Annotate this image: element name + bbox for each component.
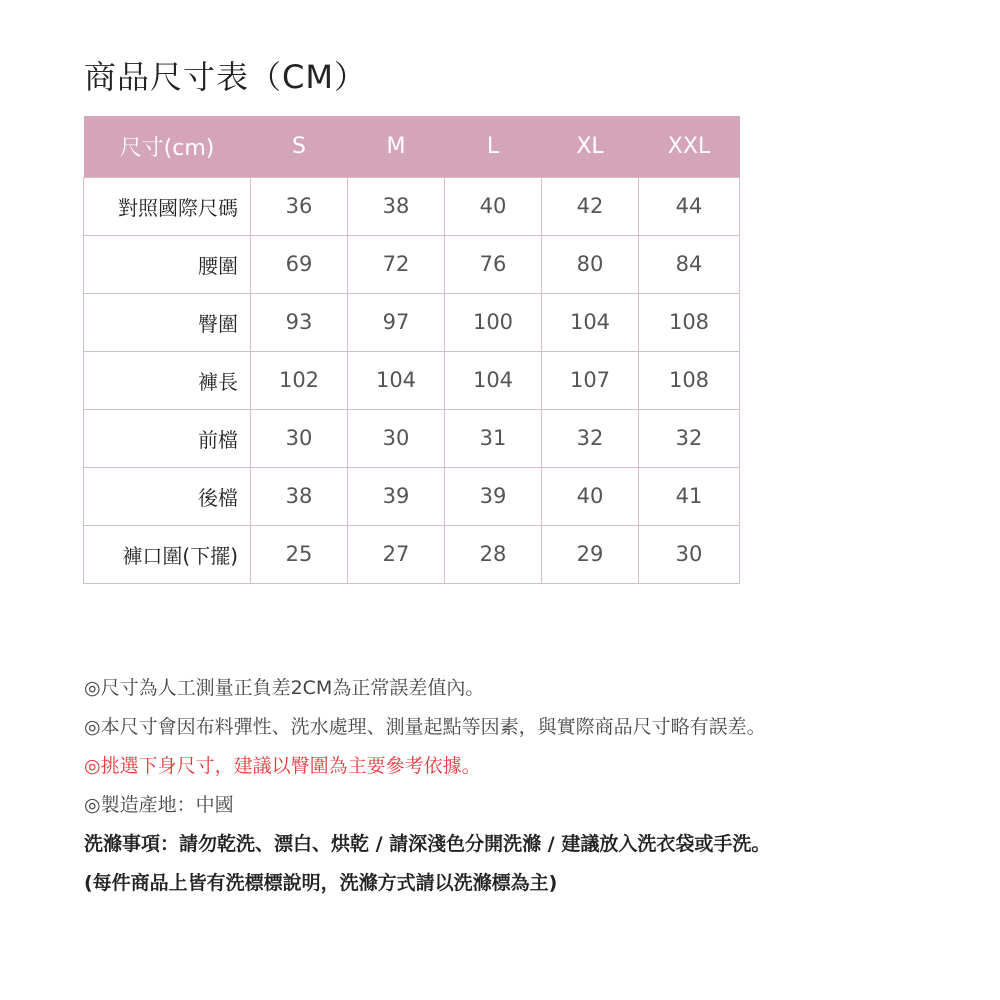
table-cell: 31 <box>445 409 542 467</box>
table-cell: 36 <box>251 177 348 235</box>
table-cell: 29 <box>542 525 639 583</box>
table-cell: 28 <box>445 525 542 583</box>
header-size-s: S <box>251 116 348 177</box>
table-cell: 102 <box>251 351 348 409</box>
table-cell: 104 <box>348 351 445 409</box>
header-size-l: L <box>445 116 542 177</box>
table-row <box>84 293 740 351</box>
table-row <box>84 525 740 583</box>
table-cell: 41 <box>639 467 740 525</box>
table-row <box>84 235 740 293</box>
note-care-instructions: 洗滌事項：請勿乾洗、漂白、烘乾 / 請深淺色分開洗滌 / 建議放入洗衣袋或手洗。 <box>84 833 771 855</box>
table-cell: 32 <box>542 409 639 467</box>
table-row <box>84 351 740 409</box>
table-cell: 93 <box>251 293 348 351</box>
table-cell: 30 <box>251 409 348 467</box>
note-care-label: (每件商品上皆有洗標標說明，洗滌方式請以洗滌標為主) <box>84 872 558 894</box>
table-cell: 44 <box>639 177 740 235</box>
table-cell: 30 <box>639 525 740 583</box>
table-cell: 69 <box>251 235 348 293</box>
row-label: 前檔 <box>84 409 251 467</box>
note-fabric-variance: ◎本尺寸會因布料彈性、洗水處理、測量起點等因素，與實際商品尺寸略有誤差。 <box>84 716 766 738</box>
table-cell: 38 <box>348 177 445 235</box>
table-cell: 42 <box>542 177 639 235</box>
table-cell: 39 <box>445 467 542 525</box>
notes-section <box>84 678 984 912</box>
table-cell: 80 <box>542 235 639 293</box>
table-cell: 39 <box>348 467 445 525</box>
table-cell: 30 <box>348 409 445 467</box>
row-label: 腰圍 <box>84 235 251 293</box>
table-cell: 72 <box>348 235 445 293</box>
table-cell: 108 <box>639 293 740 351</box>
header-size-cm: 尺寸(cm) <box>84 116 251 177</box>
table-cell: 40 <box>542 467 639 525</box>
page-title: 商品尺寸表（CM） <box>84 58 367 96</box>
table-cell: 104 <box>542 293 639 351</box>
table-header-row <box>84 116 740 177</box>
table-cell: 27 <box>348 525 445 583</box>
note-measurement-tolerance: ◎尺寸為人工測量正負差2CM為正常誤差值內。 <box>84 677 485 699</box>
row-label: 後檔 <box>84 467 251 525</box>
header-size-xl: XL <box>542 116 639 177</box>
table-row <box>84 409 740 467</box>
header-size-m: M <box>348 116 445 177</box>
table-cell: 76 <box>445 235 542 293</box>
note-origin: ◎製造產地：中國 <box>84 794 234 816</box>
table-cell: 100 <box>445 293 542 351</box>
table-cell: 108 <box>639 351 740 409</box>
table-row <box>84 177 740 235</box>
row-label: 臀圍 <box>84 293 251 351</box>
table-cell: 84 <box>639 235 740 293</box>
table-cell: 40 <box>445 177 542 235</box>
table-cell: 107 <box>542 351 639 409</box>
row-label: 對照國際尺碼 <box>84 177 251 235</box>
row-label: 褲長 <box>84 351 251 409</box>
size-chart-table <box>83 116 740 584</box>
note-sizing-advice: ◎挑選下身尺寸，建議以臀圍為主要參考依據。 <box>84 755 481 777</box>
table-cell: 38 <box>251 467 348 525</box>
table-cell: 25 <box>251 525 348 583</box>
table-cell: 104 <box>445 351 542 409</box>
row-label: 褲口圍(下擺) <box>84 525 251 583</box>
table-row <box>84 467 740 525</box>
table-cell: 32 <box>639 409 740 467</box>
header-size-xxl: XXL <box>639 116 740 177</box>
table-cell: 97 <box>348 293 445 351</box>
